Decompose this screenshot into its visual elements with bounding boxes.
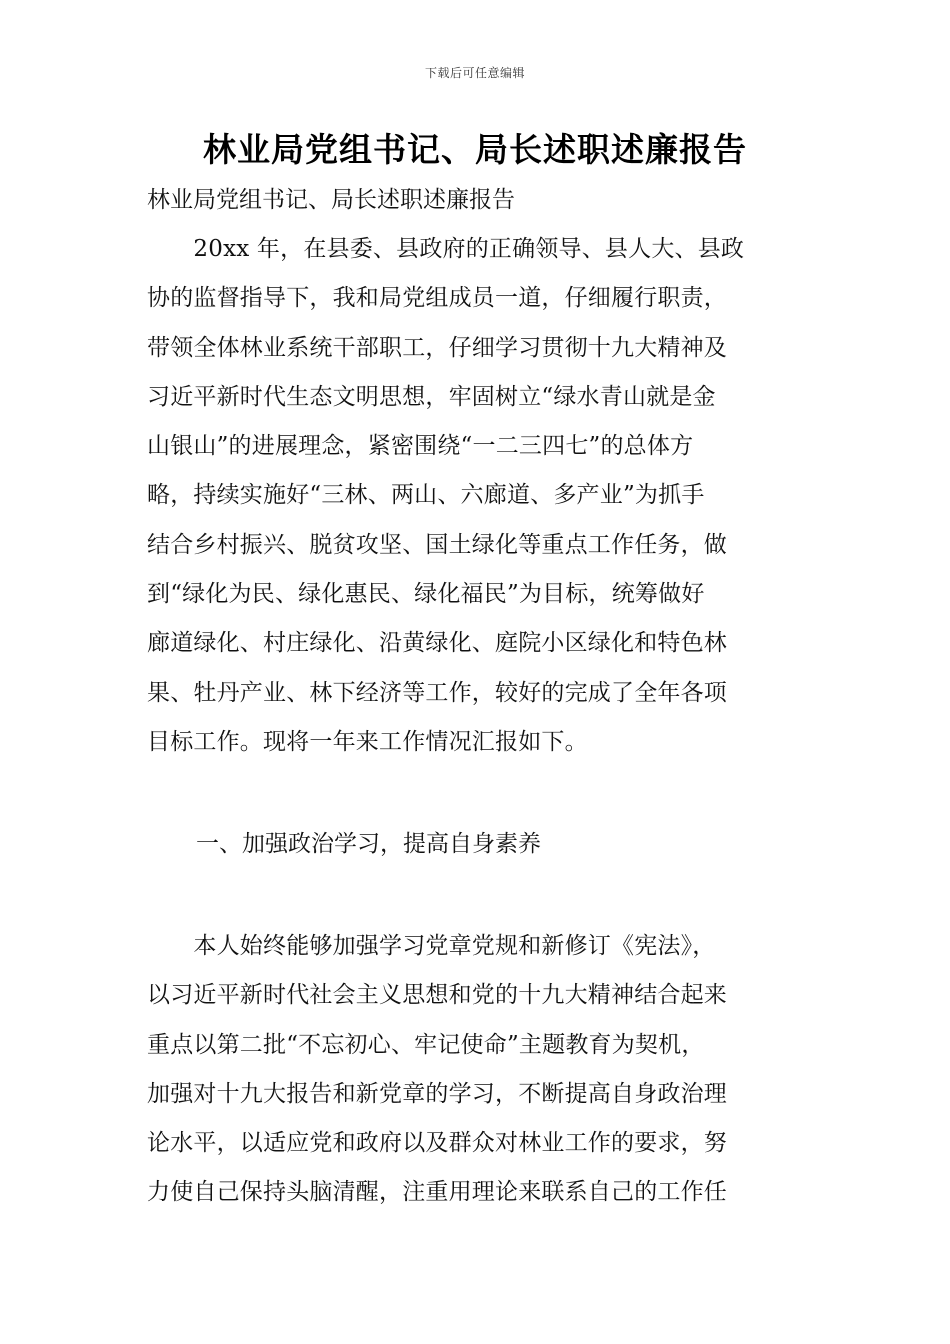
header-note: 下载后可任意编辑: [424, 66, 525, 80]
document-title: 林业局党组书记、局长述职述廉报告: [203, 130, 747, 169]
paragraph-line: 山银山”的进展理念，紧密围绕“一二三四七”的总体方: [147, 433, 694, 460]
paragraph-line: 本人始终能够加强学习党章党规和新修订《宪法》，: [147, 933, 716, 959]
paragraph-intro: [147, 225, 809, 767]
paragraph-line: 到“绿化为民、绿化惠民、绿化福民”为目标，统筹做好: [147, 581, 705, 608]
paragraph-line: 廊道绿化、村庄绿化、沿黄绿化、庭院小区绿化和特色林: [147, 630, 727, 657]
paragraph-line: 略，持续实施好“三林、两山、六廊道、多产业”为抓手: [147, 482, 705, 509]
paragraph-line: 20xx 年，在县委、县政府的正确领导、县人大、县政: [147, 236, 745, 262]
paragraph-line: 结合乡村振兴、脱贫攻坚、国土绿化等重点工作任务，做: [147, 531, 727, 558]
paragraph-line: 加强对十九大报告和新党章的学习，不断提高自身政治理: [147, 1080, 727, 1107]
paragraph-line: 重点以第二批“不忘初心、牢记使命”主题教育为契机，: [147, 1031, 705, 1058]
paragraph-line: 带领全体林业系统干部职工，仔细学习贯彻十九大精神及: [147, 334, 727, 361]
paragraph-line: 以习近平新时代社会主义思想和党的十九大精神结合起来: [147, 982, 727, 1009]
paragraph-line: 力使自己保持头脑清醒，注重用理论来联系自己的工作任: [147, 1179, 727, 1206]
section-heading: 一、加强政治学习，提高自身素养: [196, 831, 541, 857]
paragraph-line: 果、牡丹产业、林下经济等工作，较好的完成了全年各项: [147, 679, 727, 706]
paragraph-line: 协的监督指导下，我和局党组成员一道，仔细履行职责，: [147, 285, 727, 312]
paragraph-line: 论水平，以适应党和政府以及群众对林业工作的要求，努: [147, 1130, 727, 1157]
paragraph-line: 习近平新时代生态文明思想，牢固树立“绿水青山就是金: [147, 383, 716, 410]
paragraph-line: 目标工作。现将一年来工作情况汇报如下。: [147, 728, 588, 755]
document-subtitle: 林业局党组书记、局长述职述廉报告: [147, 187, 515, 213]
paragraph-section1: [147, 922, 809, 1218]
